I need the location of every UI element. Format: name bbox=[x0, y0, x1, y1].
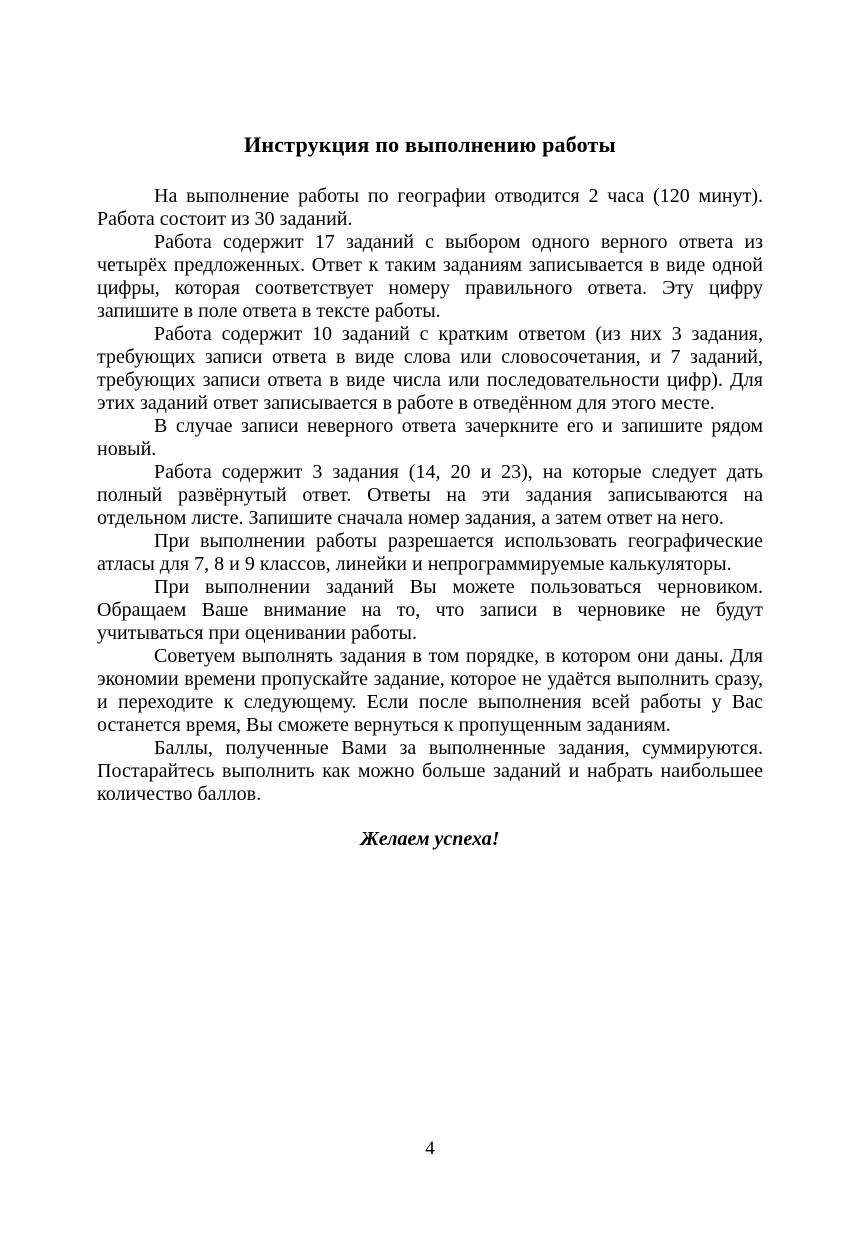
instruction-paragraph-wrong-answer: В случае записи неверного ответа зачеркните его и запишите рядом новый. bbox=[97, 415, 763, 460]
instruction-paragraph-duration: На выполнение работы по географии отводится 2 часа (120 минут). Работа состоит из 30 заданий. bbox=[97, 185, 763, 230]
closing-wish: Желаем успеха! bbox=[360, 828, 500, 850]
instruction-paragraph-allowed-materials: При выполнении работы разрешается использовать географические атласы для 7, 8 и 9 классов, линейки и непрограммируемые калькуляторы. bbox=[97, 530, 763, 575]
instruction-paragraph-order-advice: Советуем выполнять задания в том порядке, в котором они даны. Для экономии времени пропускайте задание, которое не удаётся выполнить сразу, и переходите к следующему. Если после выполнения всей работы у Вас останется время, Вы сможете вернуться к пропущенным заданиям. bbox=[97, 645, 763, 736]
instruction-paragraph-scoring: Баллы, полученные Вами за выполненные задания, суммируются. Постарайтесь выполнить как можно больше заданий и набрать наибольшее количество баллов. bbox=[97, 737, 763, 805]
page-title: Инструкция по выполнению работы bbox=[244, 132, 616, 157]
instruction-paragraph-short-answer-tasks: Работа содержит 10 заданий с кратким ответом (из них 3 задания, требующих записи ответа в виде слова или словосочетания, и 7 заданий, требующих записи ответа в виде числа или последовательности цифр). Для этих заданий ответ записывается в работе в отведённом для этого месте. bbox=[97, 323, 763, 414]
instruction-paragraph-extended-answer-tasks: Работа содержит 3 задания (14, 20 и 23), на которые следует дать полный развёрнутый ответ. Ответы на эти задания записываются на отдельном листе. Запишите сначала номер задания, а затем ответ на него. bbox=[97, 461, 763, 529]
page-content bbox=[97, 132, 763, 851]
page-number: 4 bbox=[425, 1138, 435, 1159]
instruction-paragraph-draft-notice: При выполнении заданий Вы можете пользоваться черновиком. Обращаем Ваше внимание на то, что записи в черновике не будут учитываться при оценивании работы. bbox=[97, 576, 763, 644]
instruction-paragraph-choice-tasks: Работа содержит 17 заданий с выбором одного верного ответа из четырёх предложенных. Ответ к таким заданиям записывается в виде одной цифры, которая соответствует номеру правильного ответа. Эту цифру запишите в поле ответа в тексте работы. bbox=[97, 231, 763, 322]
